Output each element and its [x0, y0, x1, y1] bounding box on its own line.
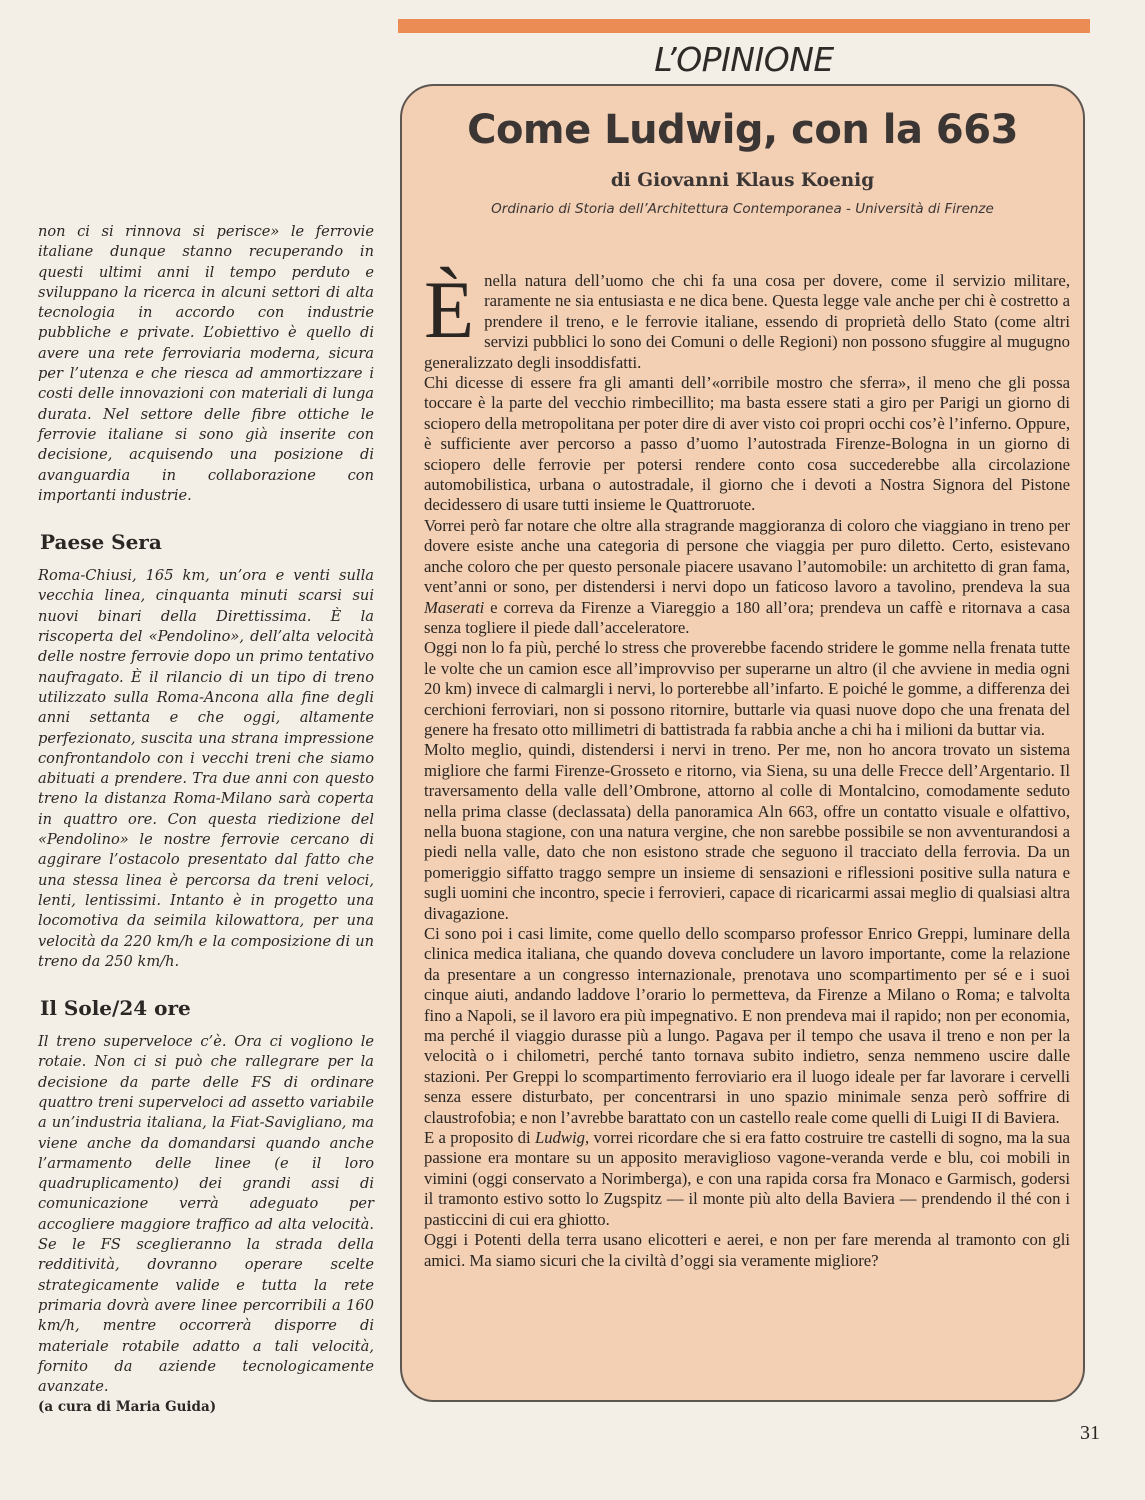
section-heading-il-sole: Il Sole/24 ore: [40, 996, 191, 1021]
paragraph-6: Ci sono poi i casi limite, come quello dello scomparso professor Enrico Greppi, luminare della clinica medica italiana, che quando doveva concludere un lavoro importante, come la relazione da presentare a un congresso internazionale, prenotava uno scompartimento per sé e i suoi cinque aiuti, andando laddove l’orario lo permetteva, da Firenze a Milano o Roma; e talvolta fino a Napoli, se il lavoro era più impegnativo. E non prendeva mai il rapido; non per economia, ma perché il viaggio durasse più a lungo. Pagava per il tempo che usava il treno e non per la velocità o i chilometri, perché tanto tornava subito indietro, senza nemmeno uscire dalle stazioni. Per Greppi lo scompartimento ferroviario era il luogo ideale per far lavorare i cervelli senza essere disturbato, per concentrarsi in uno spazio minimale senza però soffrire di claustrofobia; e non l’avrebbe barattato con un castello reale come quelli di Luigi II di Baviera.: [424, 924, 1070, 1127]
paragraph-7-a: E a proposito di: [424, 1128, 531, 1148]
paragraph-7-em: Ludwig: [534, 1128, 586, 1148]
paragraph-3-a: Vorrei però far notare che oltre alla stragrande maggioranza di coloro che viaggiano in treno per dovere esiste anche una categoria di persone che viaggia per puro diletto. Certo, esistevano anche coloro che per questo personale piacere usavano l’automobile: un architetto di gran fama, vent’anni or sono, per distendersi i nervi dopo un faticoso lavoro a tavolino, prendeva la sua: [424, 515, 1070, 597]
accent-rule-bar: [398, 19, 1090, 33]
paragraph-8: Oggi i Potenti della terra usano elicotteri e aerei, e non per fare merenda al tramonto con gli amici. Ma siamo sicuri che la civiltà d’oggi sia veramente migliore?: [424, 1230, 1070, 1270]
paragraph-3-b: e correva da Firenze a Viareggio a 180 all’ora; prendeva un caffè e ritornava a casa senza togliere il piede dall’acceleratore.: [424, 597, 1071, 637]
paragraph-7-b: , vorrei ricordare che si era fatto costruire tre castelli di sogno, ma la sua passione era montare su un apposito meraviglioso vagone-veranda verde e blu, coi mobili in vimini (oggi conservato a Norimberga), e con una rapida corsa fra Monaco e Garmisch, godersi il tramonto estivo sotto lo Zugspitz — il monte più alto della Baviera — prendendo il thé con i pasticcini di cui era ghiotto.: [424, 1128, 1070, 1229]
paragraph-3-em: Maserati: [424, 597, 485, 617]
il-sole-text: Il treno superveloce c’è. Ora ci vogliono le rotaie. Non ci si può che rallegrare per la decisione da parte delle FS di ordinare quattro treni superveloci ad assetto variabile a un’industria italiana, la Fiat-Savigliano, ma viene anche da domandarsi quando anche l’armamento delle linee (e il loro quadruplicamento) dei grandi assi di comunicazione verrà adeguato per accogliere maggiore traffico ad alta velocità. Se le FS sceglieranno la strada della redditività, dovranno operare scelte strategicamente valide e tutta la rete primaria dovrà avere linee percorribili a 160 km/h, mentre occorrerà disporre di materiale rotabile adatto a tali velocità, fornito da aziende tecnologicamente avanzate.: [38, 1033, 374, 1396]
paragraph-2: Chi dicesse di essere fra gli amanti dell’«orribile mostro che sferra», il meno che gli possa toccare è la parte del vecchio rimbecillito; ma basta essere stati a giro per Parigi un giorno di sciopero della metropolitana per poter dire di aver visto coi propri occhi cos’è l’inferno. Oppure, è sufficiente aver percorso a passo d’uomo l’autostrada Firenze-Bologna in un giorno di sciopero delle ferrovie per potersi rendere conto cosa succederebbe alla circolazione automobilistica, urbana o autostradale, il giorno che i devoti a Nostra Signora del Pistone decidessero di usare tutti insieme le Quattroruote.: [424, 373, 1070, 515]
paragraph-4: Oggi non lo fa più, perché lo stress che proverebbe facendo stridere le gomme nella frenata tutte le volte che un camion esce all’improvviso per superarne un altro (il che avviene in media ogni 20 km) invece di calmargli i nervi, lo porterebbe all’infarto. E poiché le gomme, a differenza dei cerchioni ferroviari, non si possono ritornire, buttarle via quasi nuove dopo che una frenata del genere ha fresato otto millimetri di battistrada fa rabbia anche a chi ha i milioni da buttar via.: [424, 638, 1070, 739]
credit-line: (a cura di Maria Guida): [38, 1399, 217, 1416]
section-heading-paese-sera: Paese Sera: [40, 530, 162, 555]
author-affiliation: Ordinario di Storia dell’Architettura Contemporanea - Università di Firenze: [491, 201, 994, 217]
page-number: 31: [1080, 1422, 1100, 1444]
paragraph-7: [424, 1128, 1070, 1230]
left-intro-text: non ci si rinnova si perisce» le ferrovie italiane dunque stanno recuperando in questi ultimi anni il tempo perduto e sviluppano la ricerca in alcuni settori di alta tecnologia in accordo con industrie pubbliche e private. L’obiettivo è quello di avere una rete ferroviaria moderna, sicura per l’utenza e che riesca ad ammortizzare i costi delle innovazioni con materiali di lunga durata. Nel settore delle fibre ottiche le ferrovie italiane si sono già inserite con decisione, acquisendo una posizione di avanguardia in collaborazione con importanti industrie.: [38, 223, 374, 504]
paese-sera-text: Roma-Chiusi, 165 km, un’ora e venti sulla vecchia linea, cinquanta minuti scarsi sui nuovi binari della Direttissima. È la riscoperta del «Pendolino», dell’alta velocità delle nostre ferrovie dopo un primo tentativo naufragato. È il rilancio di un tipo di treno utilizzato sulla Roma-Ancona alla fine degli anni settanta e che oggi, altamente perfezionato, suscita una strana impressione confrontandolo con i vecchi treni che siamo abituati a prendere. Tra due anni con questo treno la distanza Roma-Milano sarà coperta in quattro ore. Con questa riedizione del «Pendolino» le nostre ferrovie cercano di aggirare l’ostacolo presentato dal fatto che una stessa linea è percorsa da treni veloci, lenti, lentissimi. Intanto è in progetto una locomotiva da seimila kilowattora, per una velocità da 220 km/h e la composizione di un treno da 250 km/h.: [38, 567, 374, 970]
article-headline: Come Ludwig, con la 663: [467, 107, 1018, 153]
section-label: L’OPINIONE: [654, 40, 834, 79]
article-byline: di Giovanni Klaus Koenig: [610, 170, 875, 191]
drop-cap: È: [424, 264, 475, 355]
paragraph-1-text: nella natura dell’uomo che chi fa una cosa per dovere, come il servizio militare, raramente ne sia entusiasta e ne dica bene. Questa legge vale anche per chi è costretto a prendere il treno, e le ferrovie italiane, essendo di proprietà dello Stato (come altri servizi pubblici lo sono dei Comuni o delle Regioni) non possono sfuggire al mugugno generalizzato degli insoddisfatti.: [424, 271, 1070, 372]
paragraph-5: Molto meglio, quindi, distendersi i nervi in treno. Per me, non ho ancora trovato un sistema migliore che farmi Firenze-Grosseto e ritorno, via Siena, su una delle Frecce dell’Argentario. Il traversamento della valle dell’Ombrone, attorno al colle di Montalcino, comodamente seduto nella prima classe (declassata) della panoramica Aln 663, offre un contatto visuale e olfattivo, nella buona stagione, con una natura vergine, che non sarebbe possibile se non avventurandosi a piedi nella valle, dato che non esistono strade che seguono il tracciato della ferrovia. Da un pomeriggio siffatto traggo sempre un insieme di sensazioni e riflessioni positive sulla natura e sugli uomini che incontro, specie i ferrovieri, capace di ricaricarmi assai meglio di qualsiasi altra divagazione.: [424, 740, 1070, 923]
left-column: [38, 222, 374, 1418]
paragraph-3: [424, 516, 1070, 638]
article-body: [424, 264, 1071, 1271]
paragraph-1: [424, 264, 1070, 373]
